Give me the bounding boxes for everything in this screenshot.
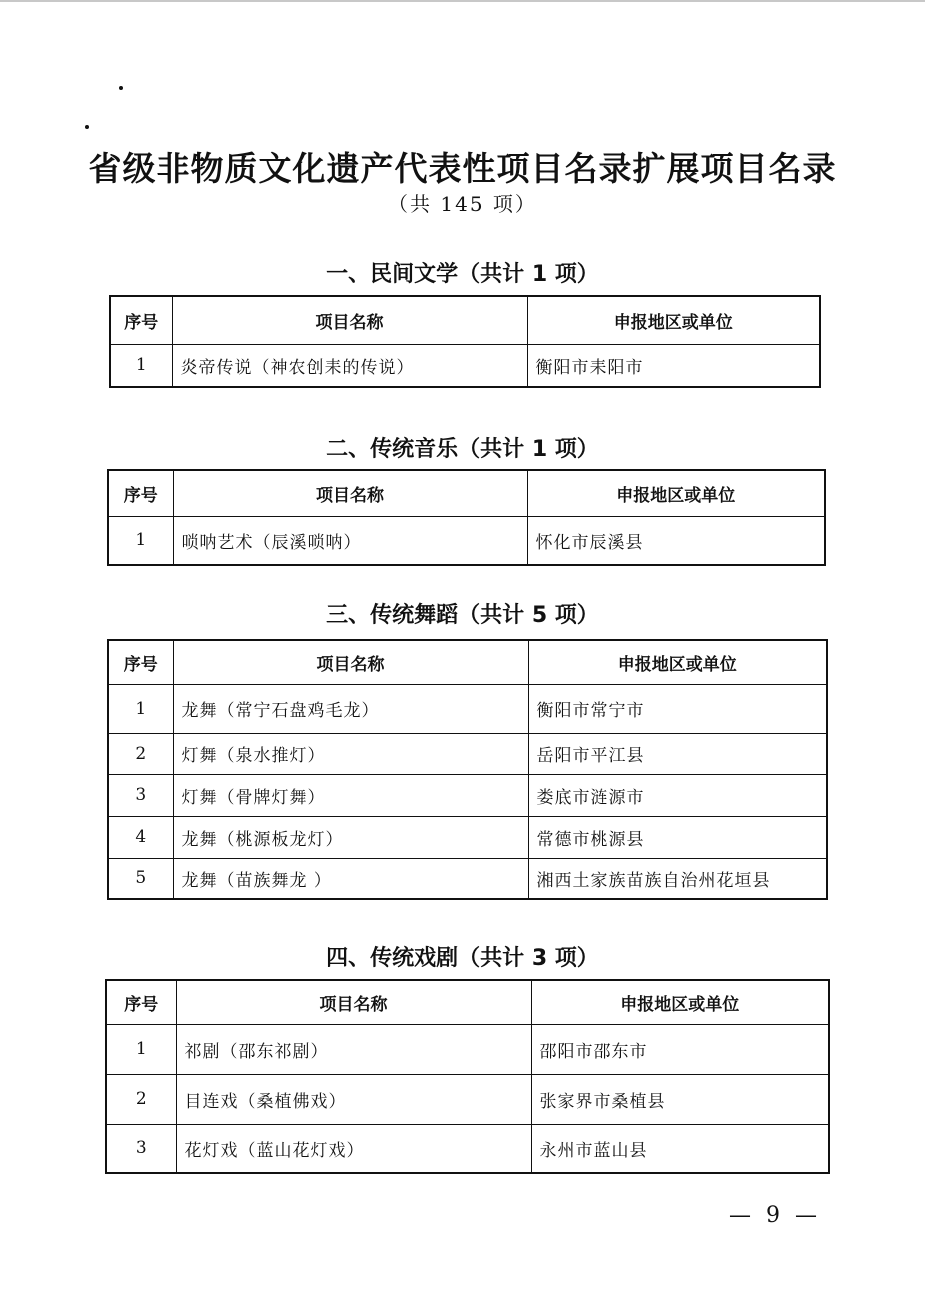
row-index: 3 [106,1124,176,1173]
row-index: 1 [110,344,172,387]
row-index: 5 [108,858,173,899]
table-row [108,684,827,733]
header-region: 申报地区或单位 [527,296,820,344]
row-project-name: 祁剧（邵东祁剧） [176,1024,531,1074]
header-project-name: 项目名称 [172,296,527,344]
row-index: 1 [108,516,173,565]
row-index: 2 [106,1074,176,1124]
table-row [108,733,827,774]
row-index: 1 [106,1024,176,1074]
document-title: 省级非物质文化遗产代表性项目名录扩展项目名录 [88,149,837,188]
row-project-name: 龙舞（苗族舞龙 ） [173,858,528,899]
table-folk-literature [109,295,821,388]
row-project-name: 灯舞（泉水推灯） [173,733,528,774]
document-subtitle: （共 145 项） [388,192,537,216]
header-region: 申报地区或单位 [531,980,829,1024]
section-heading-traditional-dance: 三、传统舞蹈（共计 5 项） [326,603,599,628]
row-region: 张家界市桑植县 [531,1074,829,1124]
table-header-row [106,980,829,1024]
section-heading-traditional-drama: 四、传统戏剧（共计 3 项） [326,946,599,971]
table-row [110,344,820,387]
table-row [106,1124,829,1173]
table-traditional-music [107,469,826,566]
section-heading-traditional-music: 二、传统音乐（共计 1 项） [326,437,599,462]
scan-speck [85,125,89,129]
section-heading-folk-literature: 一、民间文学（共计 1 项） [326,262,599,287]
row-region: 常德市桃源县 [528,816,827,858]
row-region: 湘西土家族苗族自治州花垣县 [528,858,827,899]
table-row [108,774,827,816]
table-header-row [108,640,827,684]
row-region: 邵阳市邵东市 [531,1024,829,1074]
row-region: 衡阳市耒阳市 [527,344,820,387]
page-number: — 9 — [729,1203,821,1228]
row-project-name: 炎帝传说（神农创耒的传说） [172,344,527,387]
header-index: 序号 [110,296,172,344]
row-region: 永州市蓝山县 [531,1124,829,1173]
table-row [108,516,825,565]
header-project-name: 项目名称 [173,470,527,516]
row-index: 4 [108,816,173,858]
row-project-name: 唢呐艺术（辰溪唢呐） [173,516,527,565]
scan-top-edge [0,0,925,2]
row-index: 1 [108,684,173,733]
header-index: 序号 [108,640,173,684]
row-index: 2 [108,733,173,774]
row-project-name: 龙舞（常宁石盘鸡毛龙） [173,684,528,733]
header-index: 序号 [106,980,176,1024]
header-region: 申报地区或单位 [527,470,825,516]
row-index: 3 [108,774,173,816]
header-project-name: 项目名称 [176,980,531,1024]
table-header-row [108,470,825,516]
row-project-name: 龙舞（桃源板龙灯） [173,816,528,858]
header-project-name: 项目名称 [173,640,528,684]
scan-speck [119,86,123,90]
row-project-name: 花灯戏（蓝山花灯戏） [176,1124,531,1173]
table-traditional-drama [105,979,830,1174]
row-region: 岳阳市平江县 [528,733,827,774]
row-project-name: 灯舞（骨牌灯舞） [173,774,528,816]
table-row [108,816,827,858]
header-index: 序号 [108,470,173,516]
header-region: 申报地区或单位 [528,640,827,684]
table-traditional-dance [107,639,828,900]
table-row [108,858,827,899]
row-region: 衡阳市常宁市 [528,684,827,733]
table-header-row [110,296,820,344]
row-project-name: 目连戏（桑植佛戏） [176,1074,531,1124]
table-row [106,1024,829,1074]
table-row [106,1074,829,1124]
row-region: 娄底市涟源市 [528,774,827,816]
row-region: 怀化市辰溪县 [527,516,825,565]
